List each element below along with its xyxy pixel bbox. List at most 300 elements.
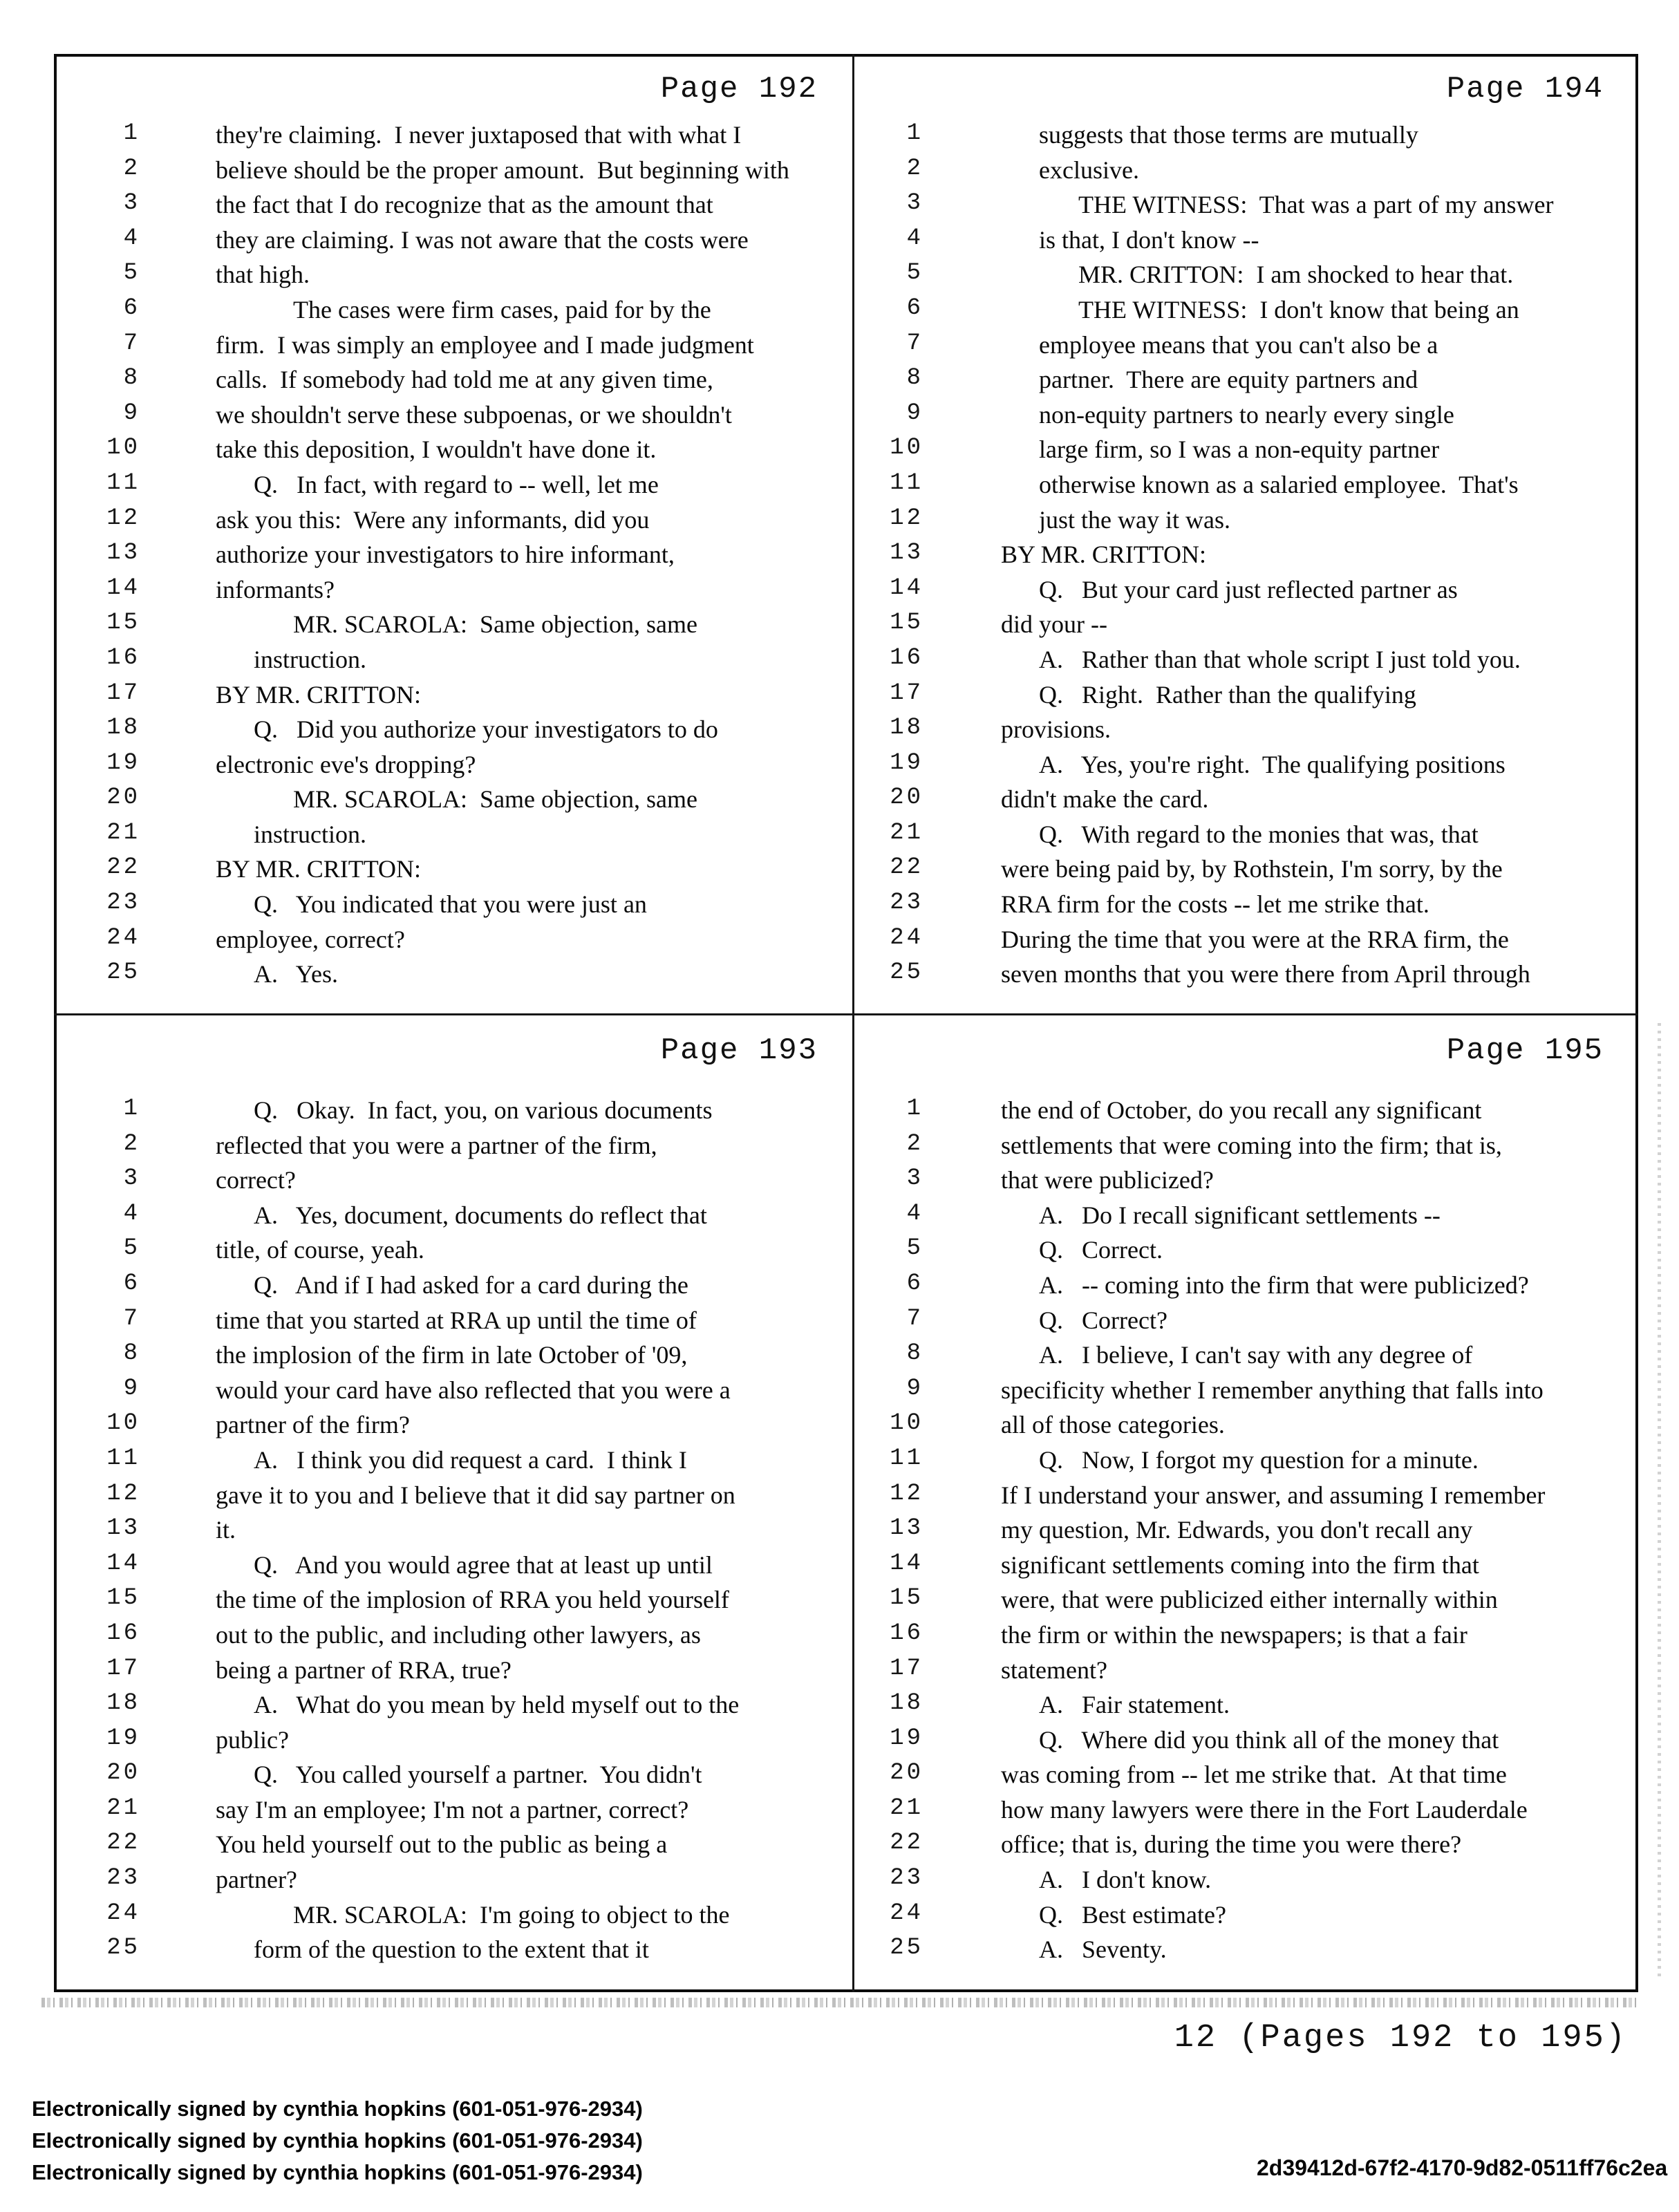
line-number: 9 <box>123 400 140 427</box>
line-number: 6 <box>123 294 140 321</box>
transcript-line <box>54 1690 852 1725</box>
transcript-line <box>854 1096 1638 1131</box>
line-number: 19 <box>890 749 923 776</box>
sheet-page-label: 12 (Pages 192 to 195) <box>1174 2020 1627 2056</box>
line-text: Q. Right. Rather than the qualifying <box>1039 680 1416 709</box>
transcript-line <box>54 610 852 645</box>
line-number: 9 <box>906 1375 923 1402</box>
transcript-line <box>54 1376 852 1411</box>
line-number: 7 <box>906 1305 923 1332</box>
line-number: 5 <box>906 260 923 287</box>
transcript-line <box>54 1271 852 1306</box>
transcript-line <box>854 540 1638 575</box>
line-text: firm. I was simply an employee and I made judgment <box>216 330 754 359</box>
transcript-line <box>54 680 852 715</box>
line-number: 14 <box>106 574 140 601</box>
transcript-quadrant-page-193 <box>54 1015 852 1992</box>
line-number: 14 <box>890 574 923 601</box>
line-text: A. Yes, you're right. The qualifying positions <box>1039 750 1506 778</box>
transcript-line <box>54 365 852 400</box>
line-text: MR. CRITTON: I am shocked to hear that. <box>1078 261 1514 289</box>
line-number: 1 <box>906 120 923 147</box>
transcript-line <box>54 330 852 366</box>
line-number: 19 <box>106 1725 140 1752</box>
line-text: employee, correct? <box>216 925 405 953</box>
transcript-line <box>854 1165 1638 1201</box>
line-number: 13 <box>106 1515 140 1542</box>
line-number: 6 <box>123 1270 140 1297</box>
line-text: believe should be the proper amount. But beginning with <box>216 156 789 184</box>
transcript-line <box>54 1410 852 1445</box>
line-number: 18 <box>890 1690 923 1717</box>
transcript-line <box>54 470 852 505</box>
transcript-line <box>854 295 1638 330</box>
line-number: 15 <box>106 1585 140 1612</box>
transcript-line <box>854 785 1638 820</box>
line-text: THE WITNESS: I don't know that being an <box>1078 295 1519 324</box>
transcript-line <box>854 925 1638 960</box>
line-number: 2 <box>906 1130 923 1157</box>
line-text: You held yourself out to the public as being a <box>216 1830 668 1859</box>
line-text: During the time that you were at the RRA firm, the <box>1001 925 1509 953</box>
line-text: seven months that you were there from April through <box>1001 960 1530 988</box>
line-number: 7 <box>123 330 140 357</box>
line-number: 3 <box>906 190 923 217</box>
line-text: THE WITNESS: That was a part of my answer <box>1078 191 1554 219</box>
transcript-line <box>854 1235 1638 1271</box>
line-text: If I understand your answer, and assuming I remember <box>1001 1481 1546 1509</box>
transcript-line <box>54 1865 852 1900</box>
transcript-line <box>54 1306 852 1341</box>
transcript-quadrant-page-192 <box>54 54 852 1013</box>
line-text: suggests that those terms are mutually <box>1039 121 1418 149</box>
transcript-line <box>854 365 1638 400</box>
line-text: correct? <box>216 1166 296 1194</box>
line-text: the implosion of the firm in late October of '09, <box>216 1341 688 1369</box>
transcript-line <box>54 959 852 995</box>
line-text: A. Fair statement. <box>1039 1691 1230 1719</box>
line-text: A. -- coming into the firm that were publicized? <box>1039 1271 1529 1299</box>
line-number: 17 <box>890 679 923 706</box>
electronic-signature-block <box>32 2093 643 2188</box>
line-text: A. Yes. <box>254 960 339 988</box>
transcript-line <box>854 156 1638 191</box>
transcript-line <box>854 715 1638 750</box>
line-number: 5 <box>906 1235 923 1262</box>
transcript-line <box>854 1515 1638 1550</box>
line-text: the time of the implosion of RRA you held yourself <box>216 1586 729 1614</box>
transcript-line <box>854 1550 1638 1586</box>
transcript-line <box>854 225 1638 261</box>
transcript-line <box>54 1725 852 1761</box>
transcript-line <box>854 890 1638 925</box>
line-text: The cases were firm cases, paid for by the <box>293 295 711 324</box>
transcript-line <box>54 1201 852 1236</box>
transcript-line <box>854 1690 1638 1725</box>
line-number: 23 <box>106 890 140 917</box>
line-text: settlements that were coming into the firm; that is, <box>1001 1131 1502 1159</box>
transcript-line <box>854 1201 1638 1236</box>
line-number: 15 <box>890 1585 923 1612</box>
line-text: Q. And if I had asked for a card during the <box>254 1271 688 1299</box>
transcript-line <box>54 1445 852 1481</box>
line-text: Q. With regard to the monies that was, that <box>1039 820 1479 848</box>
line-number: 20 <box>890 785 923 812</box>
line-text: were, that were publicized either internally within <box>1001 1586 1498 1614</box>
line-text: partner? <box>216 1866 297 1894</box>
line-number: 25 <box>890 959 923 986</box>
line-number: 2 <box>123 155 140 182</box>
transcript-line <box>54 400 852 435</box>
transcript-line <box>854 330 1638 366</box>
line-number: 23 <box>890 890 923 917</box>
line-text: Q. You called yourself a partner. You didn't <box>254 1761 702 1789</box>
line-text: exclusive. <box>1039 156 1139 184</box>
transcript-line <box>54 645 852 680</box>
page-number-heading: Page 192 <box>660 72 818 106</box>
line-text: instruction. <box>254 820 366 848</box>
line-text: we shouldn't serve these subpoenas, or we shouldn't <box>216 400 732 429</box>
line-text: ask you this: Were any informants, did you <box>216 505 650 534</box>
line-number: 3 <box>123 190 140 217</box>
line-text: A. Seventy. <box>1039 1936 1167 1964</box>
line-number: 4 <box>123 1200 140 1227</box>
transcript-line <box>54 750 852 785</box>
line-number: 8 <box>123 365 140 392</box>
line-number: 20 <box>106 1760 140 1787</box>
line-text: out to the public, and including other lawyers, as <box>216 1620 701 1649</box>
transcript-quadrant-page-194 <box>854 54 1638 1013</box>
line-number: 21 <box>106 819 140 846</box>
transcript-line <box>854 1131 1638 1166</box>
line-number: 2 <box>906 155 923 182</box>
line-number: 18 <box>106 1690 140 1717</box>
line-text: calls. If somebody had told me at any given time, <box>216 366 713 394</box>
line-text: statement? <box>1001 1656 1107 1684</box>
transcript-line <box>854 1795 1638 1830</box>
line-number: 13 <box>890 1515 923 1542</box>
transcript-line <box>54 1830 852 1865</box>
line-number: 12 <box>890 1480 923 1507</box>
line-text: MR. SCAROLA: I'm going to object to the <box>293 1900 730 1929</box>
transcript-line <box>854 435 1638 470</box>
line-number: 20 <box>106 785 140 812</box>
line-number: 2 <box>123 1130 140 1157</box>
transcript-line <box>854 1656 1638 1691</box>
transcript-line <box>854 1830 1638 1865</box>
line-text: all of those categories. <box>1001 1411 1225 1439</box>
line-text: employee means that you can't also be a <box>1039 330 1438 359</box>
line-text: Q. Okay. In fact, you, on various documents <box>254 1096 713 1124</box>
line-number: 9 <box>906 400 923 427</box>
transcript-line <box>854 820 1638 855</box>
line-text: provisions. <box>1001 715 1111 744</box>
line-text: Q. Best estimate? <box>1039 1900 1226 1929</box>
transcript-line <box>854 1900 1638 1936</box>
line-text: A. I believe, I can't say with any degree of <box>1039 1341 1473 1369</box>
line-text: Q. You indicated that you were just an <box>254 890 647 919</box>
transcript-line <box>54 1096 852 1131</box>
line-text: informants? <box>216 575 335 603</box>
line-text: it. <box>216 1516 236 1544</box>
line-text: A. Yes, document, documents do reflect that <box>254 1201 707 1229</box>
line-text: is that, I don't know -- <box>1039 225 1259 254</box>
line-number: 12 <box>890 505 923 532</box>
line-number: 11 <box>106 469 140 496</box>
transcript-line <box>54 854 852 890</box>
line-number: 17 <box>106 679 140 706</box>
line-number: 10 <box>106 435 140 462</box>
line-text: MR. SCAROLA: Same objection, same <box>293 785 697 814</box>
line-number: 7 <box>906 330 923 357</box>
transcript-line <box>854 1410 1638 1445</box>
line-text: office; that is, during the time you were there? <box>1001 1830 1462 1859</box>
transcript-line <box>854 1865 1638 1900</box>
line-text: significant settlements coming into the firm that <box>1001 1550 1479 1579</box>
line-text: RRA firm for the costs -- let me strike that. <box>1001 890 1429 919</box>
transcript-quadrant-page-195 <box>854 1015 1638 1992</box>
line-number: 22 <box>106 1830 140 1857</box>
transcript-lines <box>854 120 1638 995</box>
line-text: specificity whether I remember anything that falls into <box>1001 1376 1544 1404</box>
line-text: A. I think you did request a card. I think I <box>254 1445 687 1474</box>
line-number: 25 <box>890 1935 923 1962</box>
line-number: 25 <box>106 959 140 986</box>
line-text: Q. Now, I forgot my question for a minute. <box>1039 1445 1479 1474</box>
line-number: 24 <box>106 1900 140 1927</box>
line-number: 16 <box>890 1620 923 1647</box>
electronic-signature-line: Electronically signed by cynthia hopkins (601-051-976-2934) <box>32 2097 643 2121</box>
transcript-line <box>54 225 852 261</box>
transcript-line <box>54 1656 852 1691</box>
line-number: 20 <box>890 1760 923 1787</box>
transcript-line <box>854 120 1638 156</box>
transcript-line <box>54 1131 852 1166</box>
transcript-line <box>54 1585 852 1620</box>
line-number: 24 <box>890 924 923 951</box>
transcript-line <box>854 854 1638 890</box>
transcript-line <box>54 1481 852 1516</box>
line-number: 23 <box>890 1865 923 1892</box>
line-text: gave it to you and I believe that it did say partner on <box>216 1481 735 1509</box>
line-number: 11 <box>890 469 923 496</box>
line-text: A. Do I recall significant settlements -- <box>1039 1201 1441 1229</box>
transcript-line <box>854 505 1638 541</box>
line-text: that were publicized? <box>1001 1166 1214 1194</box>
line-text: partner of the firm? <box>216 1411 410 1439</box>
transcript-line <box>54 1900 852 1936</box>
line-text: just the way it was. <box>1039 505 1230 534</box>
transcript-line <box>854 1376 1638 1411</box>
line-number: 8 <box>906 365 923 392</box>
transcript-line <box>854 1271 1638 1306</box>
transcript-line <box>54 925 852 960</box>
line-number: 1 <box>123 1096 140 1122</box>
transcript-line <box>54 540 852 575</box>
line-text: non-equity partners to nearly every single <box>1039 400 1454 429</box>
line-number: 6 <box>906 1270 923 1297</box>
line-number: 5 <box>123 260 140 287</box>
line-number: 21 <box>890 1794 923 1821</box>
line-text: Q. Correct. <box>1039 1236 1163 1264</box>
line-number: 22 <box>890 854 923 881</box>
line-number: 4 <box>906 225 923 252</box>
line-text: A. What do you mean by held myself out to the <box>254 1691 740 1719</box>
transcript-line <box>54 156 852 191</box>
transcript-line <box>854 400 1638 435</box>
line-number: 22 <box>106 854 140 881</box>
line-number: 16 <box>890 644 923 671</box>
line-number: 21 <box>890 819 923 846</box>
line-number: 4 <box>123 225 140 252</box>
line-text: that high. <box>216 261 310 289</box>
line-number: 19 <box>890 1725 923 1752</box>
line-text: Q. And you would agree that at least up until <box>254 1550 713 1579</box>
transcript-line <box>854 260 1638 295</box>
transcript-line <box>854 1340 1638 1376</box>
line-text: reflected that you were a partner of the firm, <box>216 1131 657 1159</box>
line-number: 12 <box>106 1480 140 1507</box>
transcript-line <box>54 1760 852 1795</box>
line-text: did your -- <box>1001 610 1107 639</box>
line-number: 13 <box>106 540 140 567</box>
line-number: 8 <box>123 1340 140 1367</box>
transcript-line <box>54 295 852 330</box>
line-number: 16 <box>106 644 140 671</box>
line-text: large firm, so I was a non-equity partner <box>1039 435 1440 464</box>
line-number: 3 <box>123 1165 140 1192</box>
scan-noise-band <box>41 1998 1640 2007</box>
line-number: 10 <box>890 435 923 462</box>
line-number: 4 <box>906 1200 923 1227</box>
transcript-line <box>54 1795 852 1830</box>
line-number: 10 <box>890 1410 923 1437</box>
line-number: 24 <box>106 924 140 951</box>
electronic-signature-line: Electronically signed by cynthia hopkins (601-051-976-2934) <box>32 2160 643 2184</box>
transcript-line <box>854 1481 1638 1516</box>
transcript-line <box>854 190 1638 225</box>
transcript-line <box>854 645 1638 680</box>
transcript-line <box>54 1550 852 1586</box>
line-number: 17 <box>890 1655 923 1682</box>
page-number-heading: Page 193 <box>660 1033 818 1068</box>
line-text: Q. Did you authorize your investigators to do <box>254 715 718 744</box>
line-text: public? <box>216 1725 289 1754</box>
line-number: 13 <box>890 540 923 567</box>
line-number: 5 <box>123 1235 140 1262</box>
transcript-line <box>54 1340 852 1376</box>
transcript-line <box>854 1620 1638 1656</box>
line-number: 7 <box>123 1305 140 1332</box>
line-number: 3 <box>906 1165 923 1192</box>
transcript-lines <box>854 1096 1638 1970</box>
line-number: 18 <box>890 715 923 742</box>
line-number: 15 <box>890 610 923 637</box>
line-text: were being paid by, by Rothstein, I'm sorry, by the <box>1001 855 1503 883</box>
transcript-line <box>854 1306 1638 1341</box>
line-text: BY MR. CRITTON: <box>216 855 422 883</box>
transcript-line <box>854 1935 1638 1970</box>
transcript-line <box>854 470 1638 505</box>
transcript-line <box>54 260 852 295</box>
line-text: would your card have also reflected that you were a <box>216 1376 731 1404</box>
transcript-line <box>54 1935 852 1970</box>
transcript-line <box>54 1515 852 1550</box>
page-number-heading: Page 195 <box>1446 1033 1604 1068</box>
line-text: electronic eve's dropping? <box>216 750 476 778</box>
line-text: the fact that I do recognize that as the amount that <box>216 191 713 219</box>
transcript-line <box>54 820 852 855</box>
line-number: 16 <box>106 1620 140 1647</box>
line-number: 17 <box>106 1655 140 1682</box>
line-number: 21 <box>106 1794 140 1821</box>
line-text: Q. Correct? <box>1039 1306 1167 1334</box>
line-number: 25 <box>106 1935 140 1962</box>
line-text: authorize your investigators to hire informant, <box>216 541 675 569</box>
line-text: partner. There are equity partners and <box>1039 366 1418 394</box>
transcript-line <box>54 190 852 225</box>
line-number: 14 <box>106 1550 140 1577</box>
line-text: my question, Mr. Edwards, you don't recall any <box>1001 1516 1473 1544</box>
transcript-line <box>54 785 852 820</box>
line-number: 14 <box>890 1550 923 1577</box>
line-text: Q. But your card just reflected partner as <box>1039 575 1458 603</box>
transcript-lines <box>54 1096 852 1970</box>
transcript-line <box>54 575 852 610</box>
line-text: didn't make the card. <box>1001 785 1209 814</box>
line-text: the end of October, do you recall any significant <box>1001 1096 1482 1124</box>
line-number: 23 <box>106 1865 140 1892</box>
line-text: Q. In fact, with regard to -- well, let me <box>254 470 659 498</box>
transcript-line <box>854 610 1638 645</box>
line-number: 19 <box>106 749 140 776</box>
transcript-line <box>854 750 1638 785</box>
line-text: the firm or within the newspapers; is that a fair <box>1001 1620 1467 1649</box>
electronic-signature-line: Electronically signed by cynthia hopkins (601-051-976-2934) <box>32 2128 643 2153</box>
line-text: form of the question to the extent that it <box>254 1936 649 1964</box>
line-number: 1 <box>906 1096 923 1122</box>
line-number: 9 <box>123 1375 140 1402</box>
line-number: 8 <box>906 1340 923 1367</box>
line-number: 24 <box>890 1900 923 1927</box>
line-text: instruction. <box>254 645 366 673</box>
line-text: BY MR. CRITTON: <box>1001 541 1207 569</box>
transcript-line <box>54 1165 852 1201</box>
line-text: take this deposition, I wouldn't have done it. <box>216 435 657 464</box>
transcript-line <box>854 1760 1638 1795</box>
transcript-line <box>54 890 852 925</box>
line-text: MR. SCAROLA: Same objection, same <box>293 610 697 639</box>
page-number-heading: Page 194 <box>1446 72 1604 106</box>
transcript-line <box>854 1585 1638 1620</box>
line-text: they are claiming. I was not aware that the costs were <box>216 225 749 254</box>
transcript-line <box>54 1620 852 1656</box>
document-id-stamp: 2d39412d-67f2-4170-9d82-0511ff76c2ea <box>1257 2155 1668 2180</box>
line-number: 10 <box>106 1410 140 1437</box>
line-text: A. I don't know. <box>1039 1866 1212 1894</box>
line-text: was coming from -- let me strike that. At that time <box>1001 1761 1507 1789</box>
line-number: 1 <box>123 120 140 147</box>
line-number: 18 <box>106 715 140 742</box>
transcript-line <box>854 1725 1638 1761</box>
line-number: 12 <box>106 505 140 532</box>
line-number: 11 <box>890 1445 923 1472</box>
transcript-line <box>54 1235 852 1271</box>
transcript-line <box>54 715 852 750</box>
transcript-line <box>854 959 1638 995</box>
transcript-line <box>854 575 1638 610</box>
line-text: how many lawyers were there in the Fort Lauderdale <box>1001 1795 1528 1824</box>
